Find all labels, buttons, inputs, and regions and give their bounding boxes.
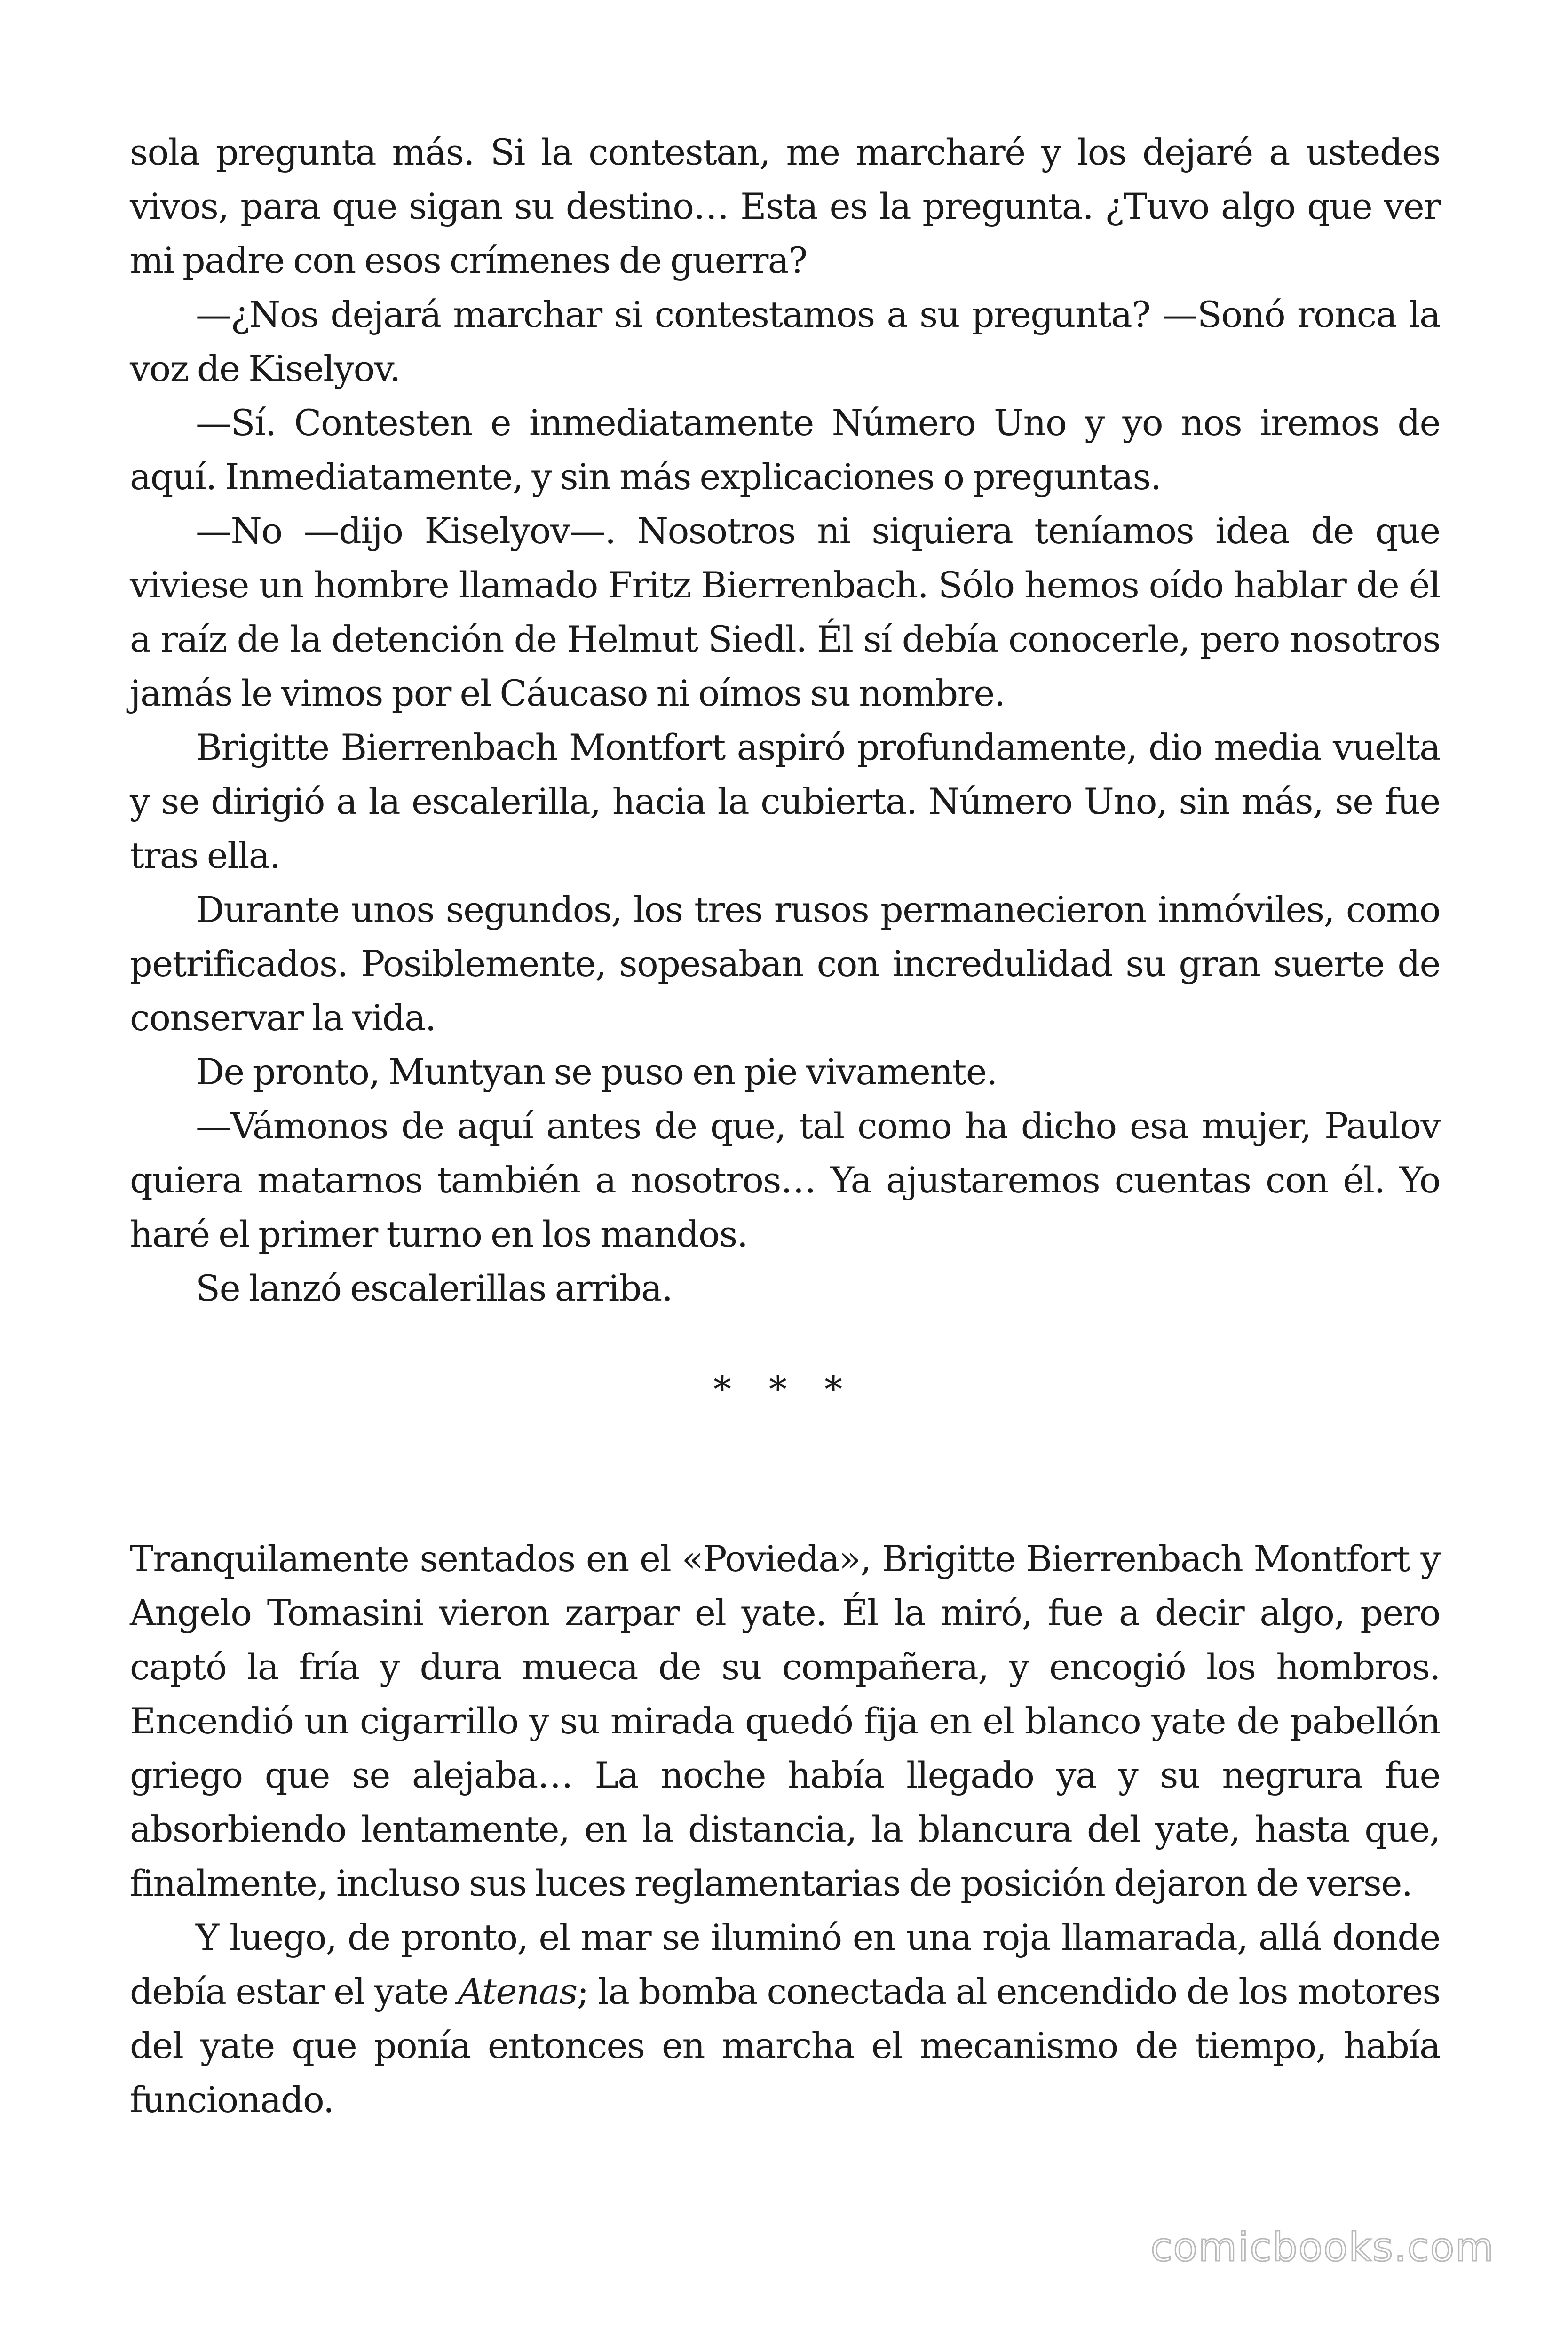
book-page: [130, 125, 1440, 2127]
paragraph: —Sí. Contesten e inmediatamente Número Uno y yo nos iremos de aquí. Inmediatamente, y sin más explicaciones o preguntas.: [130, 402, 1440, 498]
paragraph: Brigitte Bierrenbach Montfort aspiró profundamente, dio media vuelta y se dirigió a la escalerilla, hacia la cubierta. Número Uno, sin más, se fue tras ella.: [130, 726, 1440, 876]
paragraph: Se lanzó escalerillas arriba.: [196, 1267, 673, 1309]
paragraph: Durante unos segundos, los tres rusos permanecieron inmóviles, como petrificados. Posiblemente, sopesaban con incredulidad su gran suerte de conservar la vida.: [130, 889, 1440, 1039]
paragraph-with-italic: [130, 1910, 1440, 2127]
text-block-bottom: [130, 1532, 1440, 2127]
paragraph: —Vámonos de aquí antes de que, tal como ha dicho esa mujer, Paulov quiera matarnos también a nosotros… Ya ajustaremos cuentas con él. Yo haré el primer turno en los mandos.: [130, 1105, 1440, 1255]
paragraph: De pronto, Muntyan se puso en pie vivamente.: [196, 1051, 997, 1093]
paragraph: sola pregunta más. Si la contestan, me marcharé y los dejaré a ustedes vivos, para que sigan su destino… Esta es la pregunta. ¿Tuvo algo que ver mi padre con esos crímenes de guerra?: [130, 131, 1440, 281]
watermark-logo: comicbooks.com: [1150, 2224, 1495, 2270]
paragraph-text: Y luego, de pronto, el mar se iluminó en una roja llamarada, allá donde debía estar el yate: [130, 1916, 1440, 2012]
yacht-name-italic: Atenas: [458, 1971, 577, 2012]
paragraph-text: ; la bomba conectada al encendido de los motores del yate que ponía entonces en marcha el mecanismo de tiempo, había funcionado.: [130, 1971, 1440, 2121]
text-block-top: [130, 125, 1440, 1315]
scene-break-separator: * * *: [713, 1368, 857, 1410]
paragraph: —No —dijo Kiselyov—. Nosotros ni siquiera teníamos idea de que viviese un hombre llamado Fritz Bierrenbach. Sólo hemos oído hablar de él a raíz de la detención de Helmut Siedl. Él sí debía conocerle, pero nosotros jamás le vimos por el Cáucaso ni oímos su nombre.: [130, 510, 1440, 714]
paragraph: Tranquilamente sentados en el «Povieda», Brigitte Bierrenbach Montfort y Angelo Tomasini vieron zarpar el yate. Él la miró, fue a decir algo, pero captó la fría y dura mueca de su compañera, y encogió los hombros. Encendió un cigarrillo y su mirada quedó fija en el blanco yate de pabellón griego que se alejaba… La noche había llegado ya y su negrura fue absorbiendo lentamente, en la distancia, la blancura del yate, hasta que, finalmente, incluso sus luces reglamentarias de posición dejaron de verse.: [130, 1538, 1440, 1904]
paragraph: —¿Nos dejará marchar si contestamos a su pregunta? —Sonó ronca la voz de Kiselyov.: [130, 294, 1440, 389]
